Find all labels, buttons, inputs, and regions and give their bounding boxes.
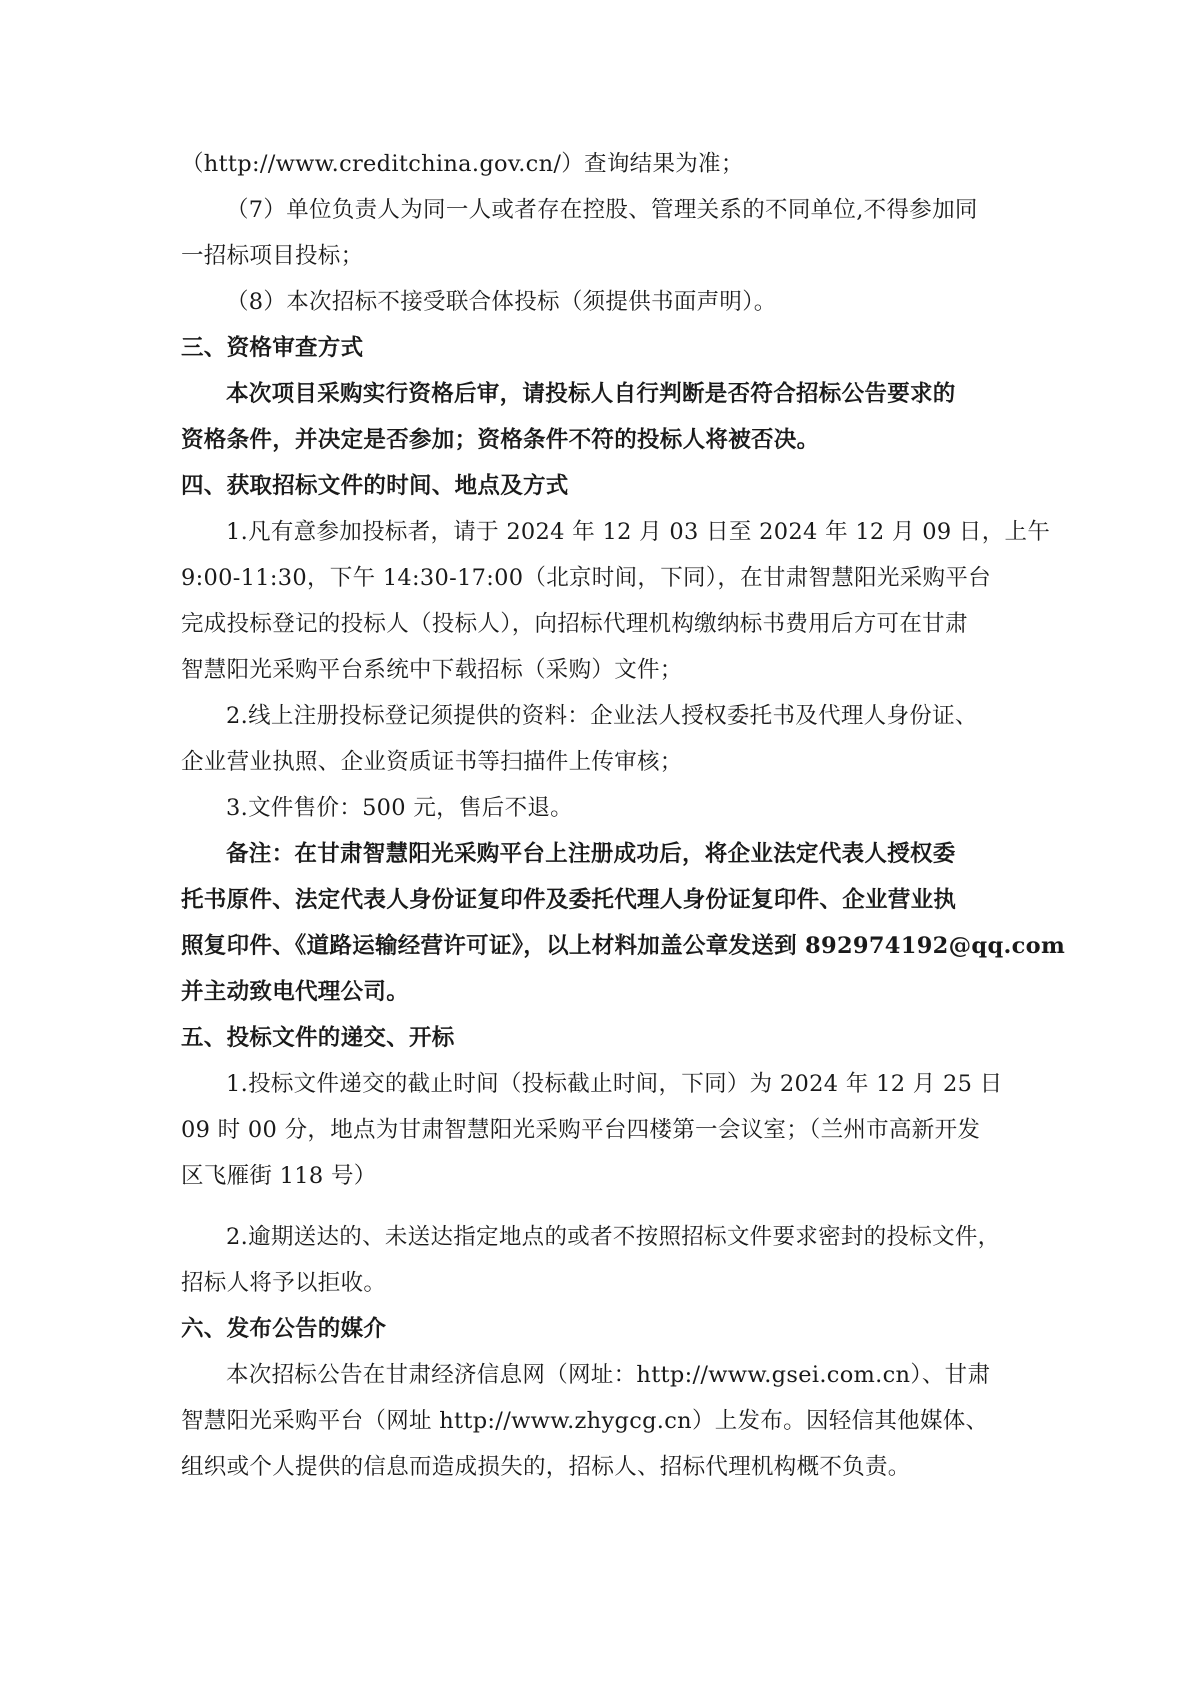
paragraph-line: （8）本次招标不接受联合体投标（须提供书面声明）。 (226, 289, 777, 315)
paragraph-line: 1.投标文件递交的截止时间（投标截止时间，下同）为 2024 年 12 月 25 日 (226, 1071, 1003, 1097)
bold-paragraph-line: 托书原件、法定代表人身份证复印件及委托代理人身份证复印件、企业营业执 (181, 887, 957, 913)
paragraph-line: 2.线上注册投标登记须提供的资料：企业法人授权委托书及代理人身份证、 (226, 703, 978, 729)
paragraph-line: 9:00-11:30，下午 14:30-17:00（北京时间，下同），在甘肃智慧阳光采购平台 (181, 565, 991, 591)
paragraph-line: 企业营业执照、企业资质证书等扫描件上传审核； (181, 749, 683, 775)
section-heading: 四、获取招标文件的时间、地点及方式 (181, 473, 569, 499)
paragraph-line: 组织或个人提供的信息而造成损失的，招标人、招标代理机构概不负责。 (181, 1454, 911, 1480)
bold-paragraph-line: 资格条件，并决定是否参加；资格条件不符的投标人将被否决。 (181, 427, 820, 453)
paragraph-line: 招标人将予以拒收。 (181, 1270, 387, 1296)
section-heading: 五、投标文件的递交、开标 (181, 1025, 455, 1051)
bold-paragraph-line: 并主动致电代理公司。 (181, 979, 410, 1005)
paragraph-line: 09 时 00 分，地点为甘肃智慧阳光采购平台四楼第一会议室；（兰州市高新开发 (181, 1117, 981, 1143)
paragraph-line: 区飞雁街 118 号） (181, 1163, 377, 1189)
paragraph-line: 本次招标公告在甘肃经济信息网（网址：http://www.gsei.com.cn）、甘肃 (226, 1362, 991, 1388)
paragraph-line: 完成投标登记的投标人（投标人），向招标代理机构缴纳标书费用后方可在甘肃 (181, 611, 968, 637)
section-heading: 三、资格审查方式 (181, 335, 364, 361)
bold-paragraph-line: 本次项目采购实行资格后审，请投标人自行判断是否符合招标公告要求的 (226, 381, 956, 407)
paragraph-line: 智慧阳光采购平台系统中下载招标（采购）文件； (181, 657, 683, 683)
paragraph-line: 1.凡有意参加投标者，请于 2024 年 12 月 03 日至 2024 年 12 月 09 日，上午 (226, 519, 1051, 545)
paragraph-line: （7）单位负责人为同一人或者存在控股、管理关系的不同单位,不得参加同 (226, 197, 978, 223)
paragraph-line: （http://www.creditchina.gov.cn/）查询结果为准； (181, 151, 744, 177)
bold-paragraph-line: 备注：在甘肃智慧阳光采购平台上注册成功后，将企业法定代表人授权委 (226, 841, 956, 867)
bold-paragraph-line: 照复印件、《道路运输经营许可证》，以上材料加盖公章发送到 892974192@qq.com (181, 933, 1066, 959)
paragraph-line: 3.文件售价：500 元，售后不退。 (226, 795, 573, 821)
paragraph-line: 智慧阳光采购平台（网址 http://www.zhygcg.cn）上发布。因轻信其他媒体、 (181, 1408, 989, 1434)
paragraph-line: 一招标项目投标； (181, 243, 364, 269)
section-heading: 六、发布公告的媒介 (181, 1316, 387, 1342)
paragraph-line: 2.逾期送达的、未送达指定地点的或者不按照招标文件要求密封的投标文件， (226, 1224, 1001, 1250)
